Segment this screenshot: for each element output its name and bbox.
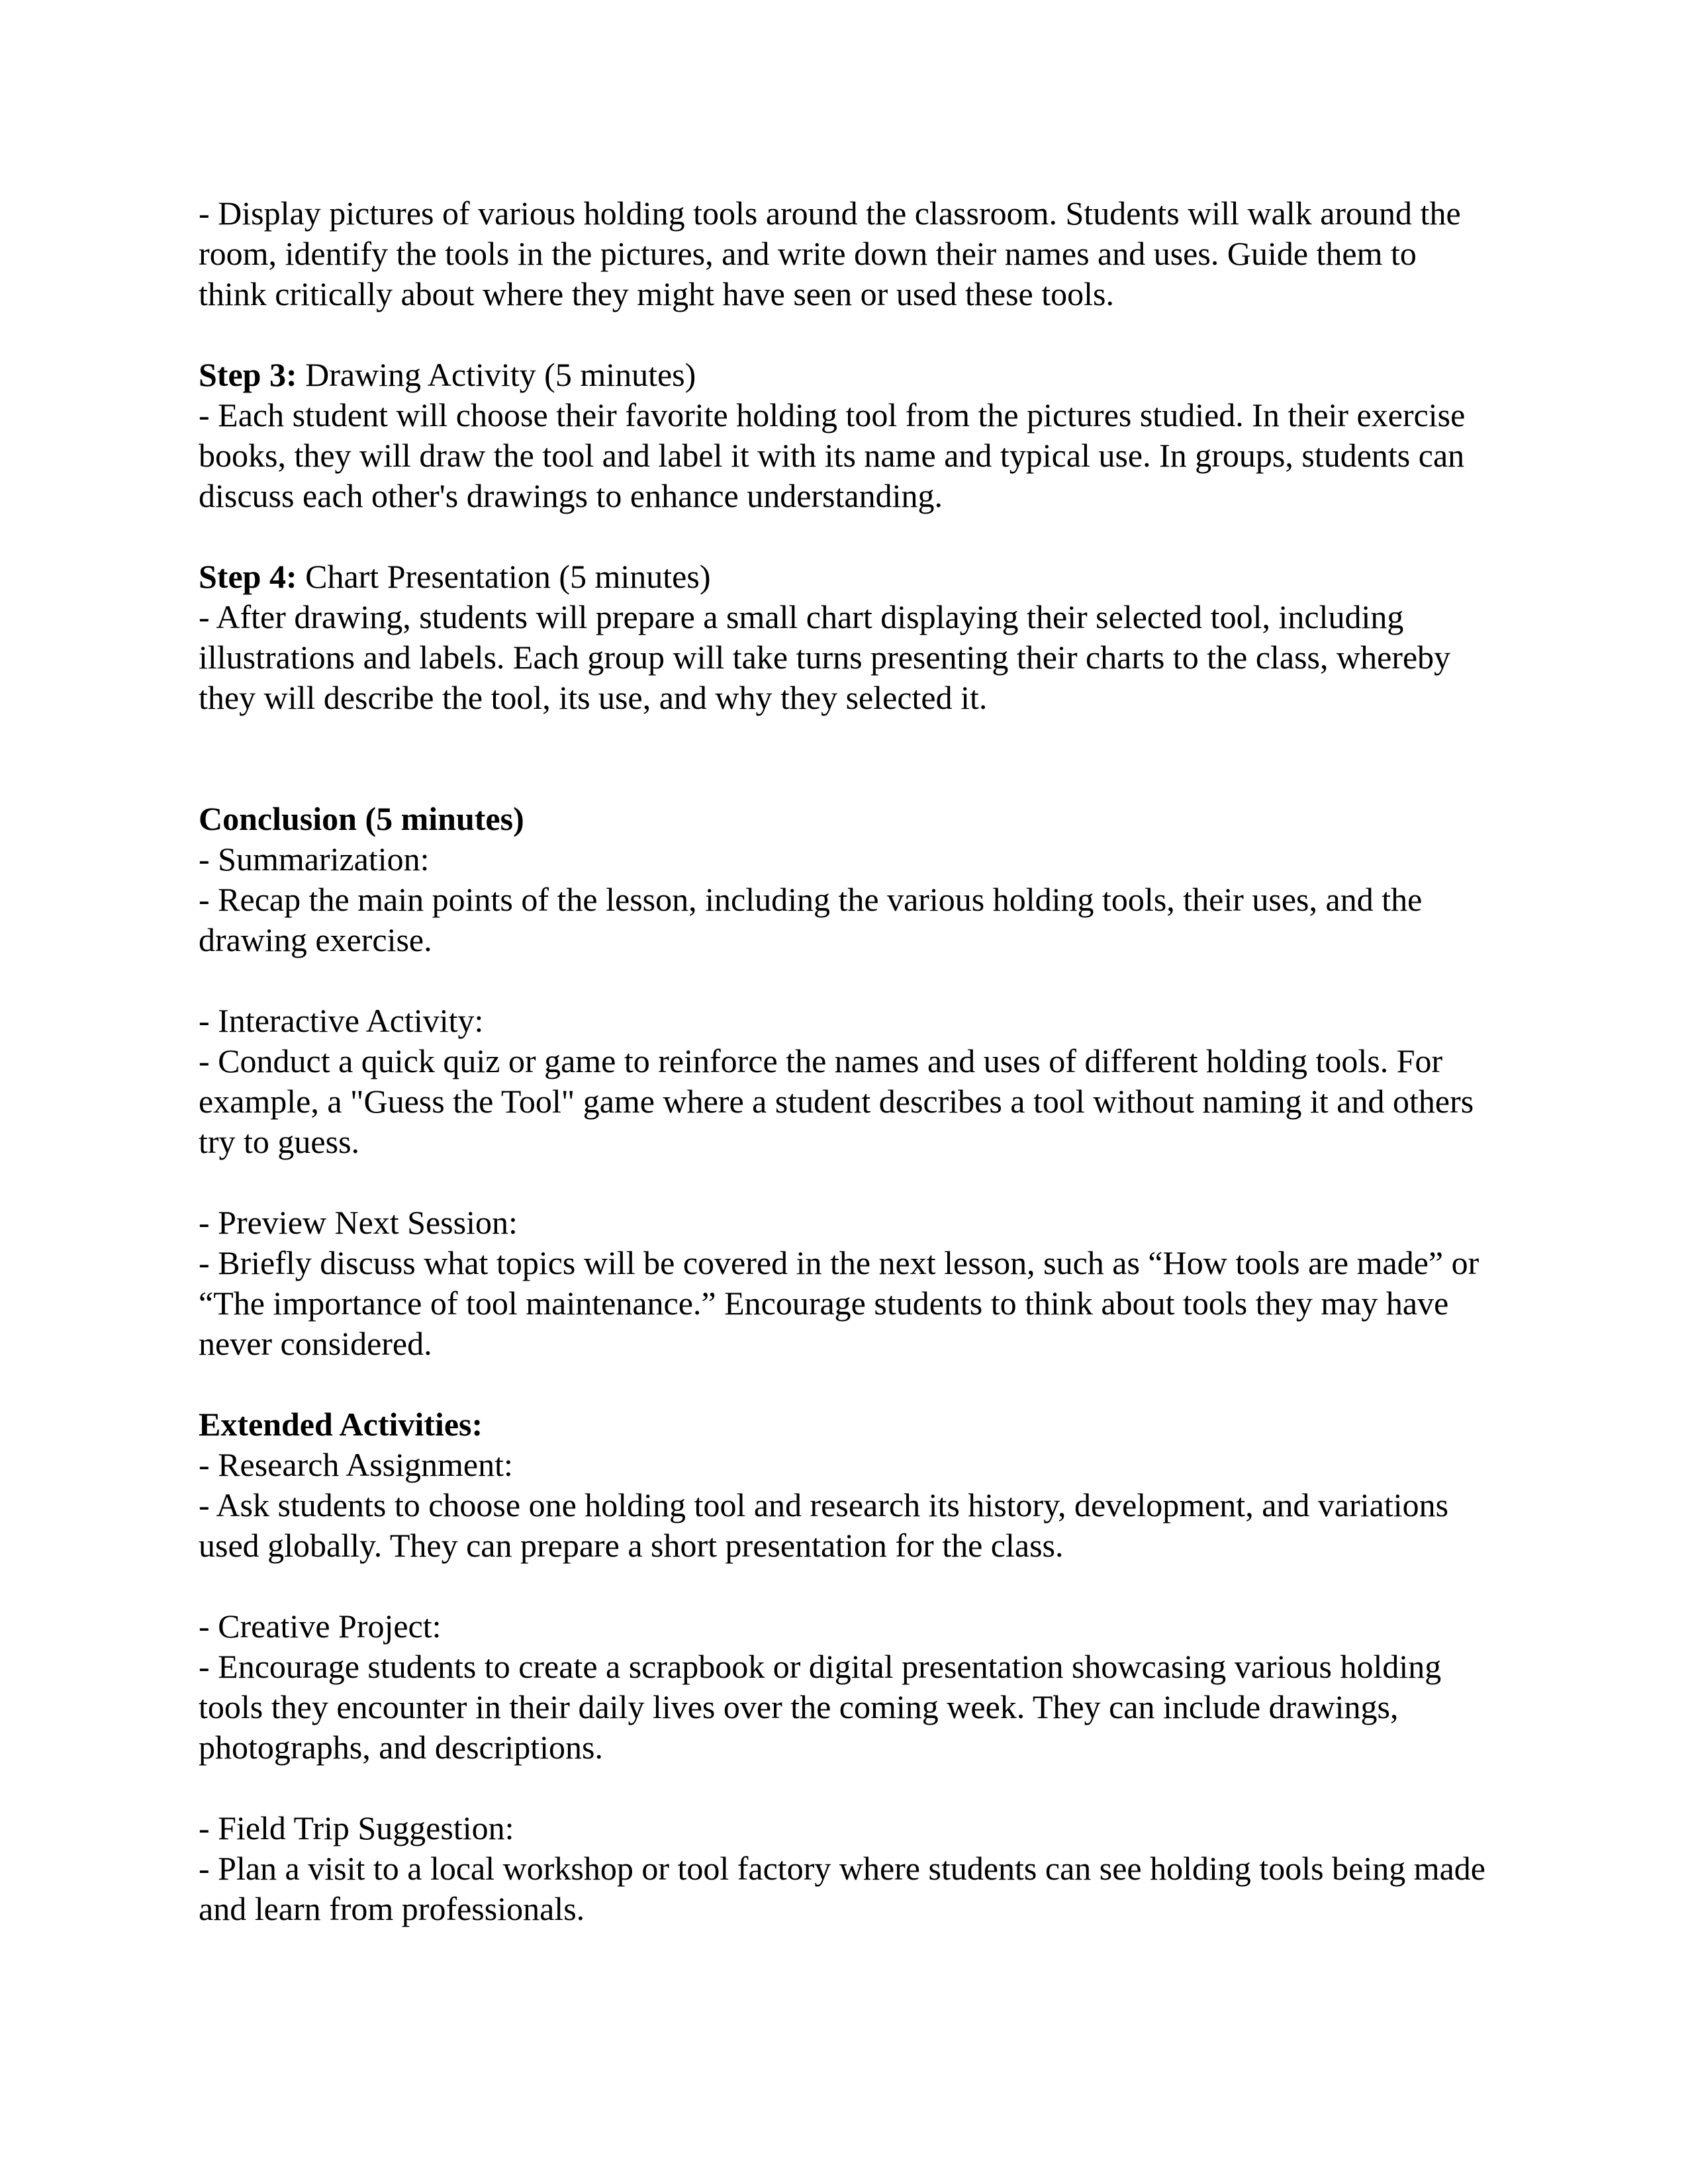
step-4-title: Chart Presentation (5 minutes): [297, 558, 711, 595]
interactive-activity-detail: - Conduct a quick quiz or game to reinforce the names and uses of different holding tools. For example, a "Guess the Tool" game where a student describes a tool without naming it and others try to guess.: [199, 1042, 1474, 1160]
creative-project-label: - Creative Project:: [199, 1608, 442, 1645]
step-4-detail: - After drawing, students will prepare a small chart displaying their selected tool, including illustrations and labels. Each group will take turns presenting their charts to the class, whereby they will describe the tool, its use, and why they selected it.: [199, 598, 1451, 716]
research-assignment-label: - Research Assignment:: [199, 1446, 513, 1483]
field-trip-suggestion-detail: - Plan a visit to a local workshop or tool factory where students can see holding tools being made and learn from professionals.: [199, 1850, 1485, 1927]
preview-next-session-detail: - Briefly discuss what topics will be covered in the next lesson, such as “How tools are made” or “The importance of tool maintenance.” Encourage students to think about tools they may have never considered.: [199, 1244, 1479, 1362]
research-assignment-detail: - Ask students to choose one holding tool and research its history, development, and variations used globally. They can prepare a short presentation for the class.: [199, 1486, 1449, 1564]
summarization-detail: - Recap the main points of the lesson, including the various holding tools, their uses, and the drawing exercise.: [199, 881, 1423, 958]
interactive-activity-label: - Interactive Activity:: [199, 1002, 484, 1039]
step-3-label: Step 3:: [199, 356, 297, 393]
conclusion-heading: Conclusion (5 minutes): [199, 800, 524, 837]
step-3-detail: - Each student will choose their favorite holding tool from the pictures studied. In their exercise books, they will draw the tool and label it with its name and typical use. In groups, students can discuss each other's drawings to enhance understanding.: [199, 396, 1466, 514]
creative-project-detail: - Encourage students to create a scrapbook or digital presentation showcasing various holding tools they encounter in their daily lives over the coming week. They can include drawings, photographs, and descriptions.: [199, 1648, 1442, 1766]
step-4-heading: [199, 557, 1489, 597]
step-3-heading: [199, 355, 1489, 395]
summarization-label: - Summarization:: [199, 841, 430, 878]
step-4-label: Step 4:: [199, 558, 297, 595]
preview-next-session-label: - Preview Next Session:: [199, 1204, 518, 1241]
step-3-title: Drawing Activity (5 minutes): [297, 356, 696, 393]
field-trip-suggestion-label: - Field Trip Suggestion:: [199, 1809, 514, 1846]
extended-activities-heading: Extended Activities:: [199, 1406, 483, 1443]
intro-bullet: - Display pictures of various holding tools around the classroom. Students will walk around the room, identify the tools in the pictures, and write down their names and uses. Guide them to think critically about where they might have seen or used these tools.: [199, 195, 1461, 312]
